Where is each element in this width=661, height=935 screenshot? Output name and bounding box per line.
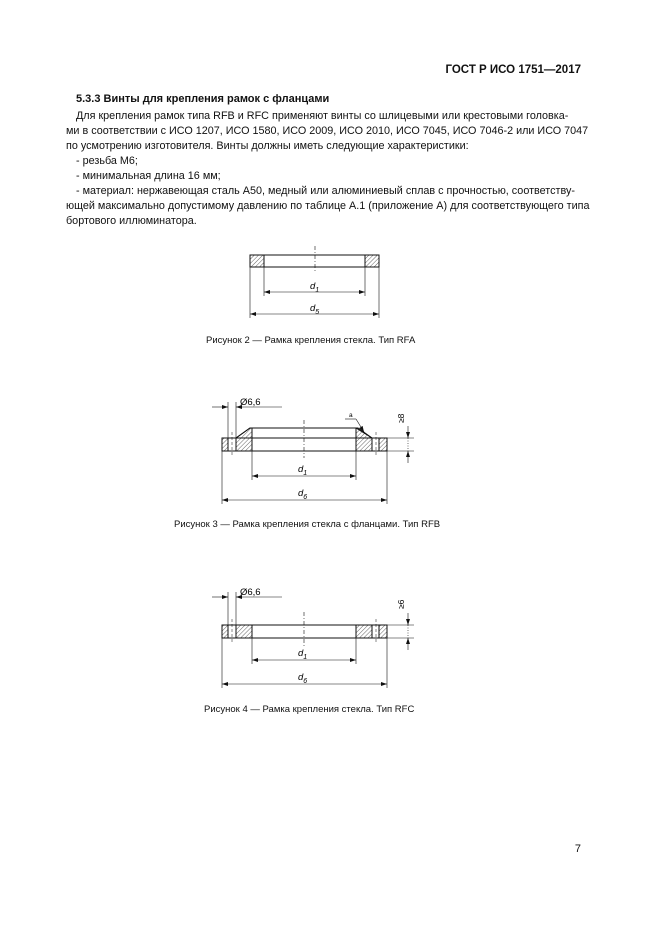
fig3-d1-label: $d_1$ bbox=[298, 464, 308, 477]
body-line-7: ющей максимально допустимому давлению по таблице А.1 (приложение А) для соответствующего типа bbox=[66, 200, 590, 212]
fig3-thickness-label: ≥8 bbox=[396, 413, 406, 423]
fig3-marker-a: a bbox=[349, 412, 353, 419]
figure-4-caption: Рисунок 4 — Рамка крепления стекла. Тип RFC bbox=[204, 704, 415, 715]
body-line-8: бортового иллюминатора. bbox=[66, 215, 197, 227]
section-title: 5.3.3 Винты для крепления рамок с фланцами bbox=[76, 93, 330, 105]
fig3-hole-label: Ø6,6 bbox=[240, 397, 261, 408]
figure-3-drawing bbox=[212, 402, 414, 504]
fig2-d1-label: $d_1$ bbox=[310, 281, 320, 294]
body-line-1: Для крепления рамок типа RFB и RFC применяют винты со шлицевыми или крестовыми головка- bbox=[76, 110, 569, 122]
body-line-5: - минимальная длина 16 мм; bbox=[76, 170, 221, 182]
fig4-d6-label: $d_6$ bbox=[298, 672, 308, 685]
fig4-thickness-label: ≥6 bbox=[396, 599, 406, 609]
fig2-d5-label: $d_5$ bbox=[310, 303, 320, 316]
body-line-4: - резьба М6; bbox=[76, 155, 138, 167]
document-header: ГОСТ Р ИСО 1751—2017 bbox=[445, 64, 581, 76]
body-line-6: - материал: нержавеющая сталь А50, медный или алюминиевый сплав с прочностью, соответству- bbox=[76, 185, 575, 197]
figure-4-drawing bbox=[212, 592, 414, 688]
body-line-3: по усмотрению изготовителя. Винты должны иметь следующие характеристики: bbox=[66, 140, 469, 152]
figure-2-caption: Рисунок 2 — Рамка крепления стекла. Тип RFA bbox=[206, 335, 416, 346]
page-number: 7 bbox=[574, 843, 581, 855]
fig3-d6-label: $d_6$ bbox=[298, 488, 308, 501]
fig4-hole-label: Ø6,6 bbox=[240, 587, 261, 598]
figure-3-caption: Рисунок 3 — Рамка крепления стекла с фланцами. Тип RFB bbox=[174, 519, 441, 530]
fig4-d1-label: $d_1$ bbox=[298, 648, 308, 661]
body-line-2: ми в соответствии с ИСО 1207, ИСО 1580, ИСО 2009, ИСО 2010, ИСО 7045, ИСО 7046-2 или ИСО 7047 bbox=[66, 125, 589, 137]
